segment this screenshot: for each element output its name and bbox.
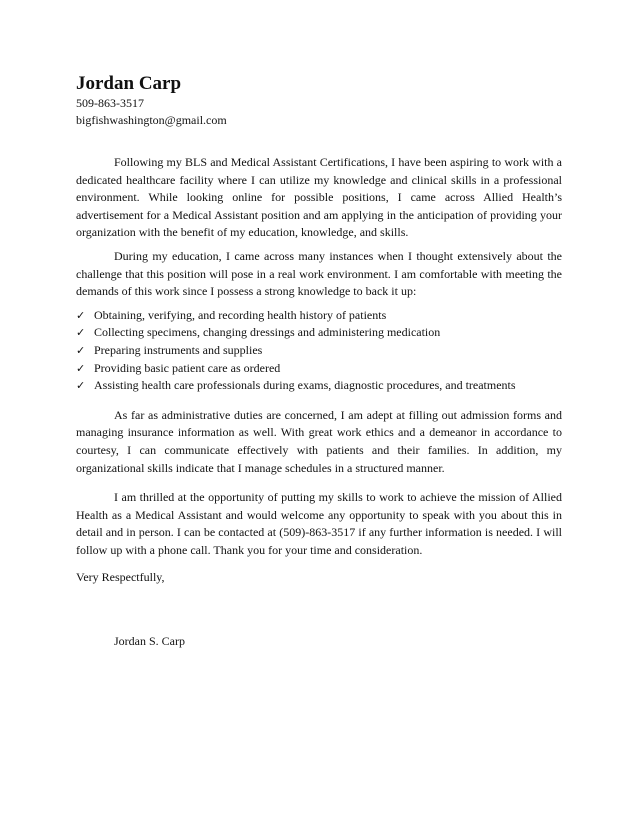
sender-name: Jordan Carp xyxy=(76,73,182,94)
signature: Jordan S. Carp xyxy=(114,634,185,649)
list-item-text: Providing basic patient care as ordered xyxy=(94,360,281,375)
list-item xyxy=(76,360,562,378)
checkmark-icon: ✓ xyxy=(76,326,86,340)
checkmark-icon: ✓ xyxy=(76,308,86,322)
letter-body xyxy=(76,154,562,651)
list-item xyxy=(76,377,562,395)
paragraph-text: During my education, I came across many instances when I thought extensively about the challenge that this position will pose in a real work environment. I am comfortable with meeting the demands of this work since I possess a strong knowledge to back it up: xyxy=(76,248,562,299)
checkmark-icon: ✓ xyxy=(76,343,86,357)
closing-salutation: Very Respectfully, xyxy=(76,570,165,585)
paragraph-text: Following my BLS and Medical Assistant Certifications, I have been aspiring to work with a dedicated healthcare facility where I can utilize my knowledge and clinical skills in a professional environment. While looking online for possible positions, I came across Allied Health’s advertisement for a Medical Assistant position and am applying in the anticipation of providing your organization with the benefit of my education, knowledge, and skills. xyxy=(76,155,562,240)
paragraph-text: I am thrilled at the opportunity of putting my skills to work to achieve the mission of Allied Health as a Medical Assistant and would welcome any opportunity to speak with you about this in detail and in person. I can be contacted at (509)-863-3517 if any further information is needed. I will follow up with a phone call. Thank you for your time and consideration. xyxy=(76,490,562,557)
letter-header xyxy=(76,73,227,129)
list-item xyxy=(76,342,562,360)
paragraph-closing xyxy=(76,489,562,559)
checkmark-icon: ✓ xyxy=(76,379,86,393)
list-item-text: Preparing instruments and supplies xyxy=(94,342,263,357)
list-item-text: Assisting health care professionals during exams, diagnostic procedures, and treatments xyxy=(94,378,516,393)
skills-list xyxy=(76,307,562,395)
paragraph-education xyxy=(76,248,562,301)
sender-email: bigfishwashington@gmail.com xyxy=(76,113,227,127)
list-item xyxy=(76,307,562,325)
list-item-text: Collecting specimens, changing dressings and administering medication xyxy=(94,325,441,340)
paragraph-intro xyxy=(76,154,562,242)
sender-phone: 509-863-3517 xyxy=(76,96,144,110)
list-item-text: Obtaining, verifying, and recording health history of patients xyxy=(94,307,387,322)
paragraph-text: As far as administrative duties are concerned, I am adept at filling out admission forms and managing insurance information as well. With great work ethics and a demeanor in accordance to courtesy, I can communicate effectively with patients and their families. In addition, my organizational skills indicate that I manage schedules in a structured manner. xyxy=(76,407,562,475)
list-item xyxy=(76,324,562,342)
checkmark-icon: ✓ xyxy=(76,361,86,375)
paragraph-administrative xyxy=(76,407,562,477)
